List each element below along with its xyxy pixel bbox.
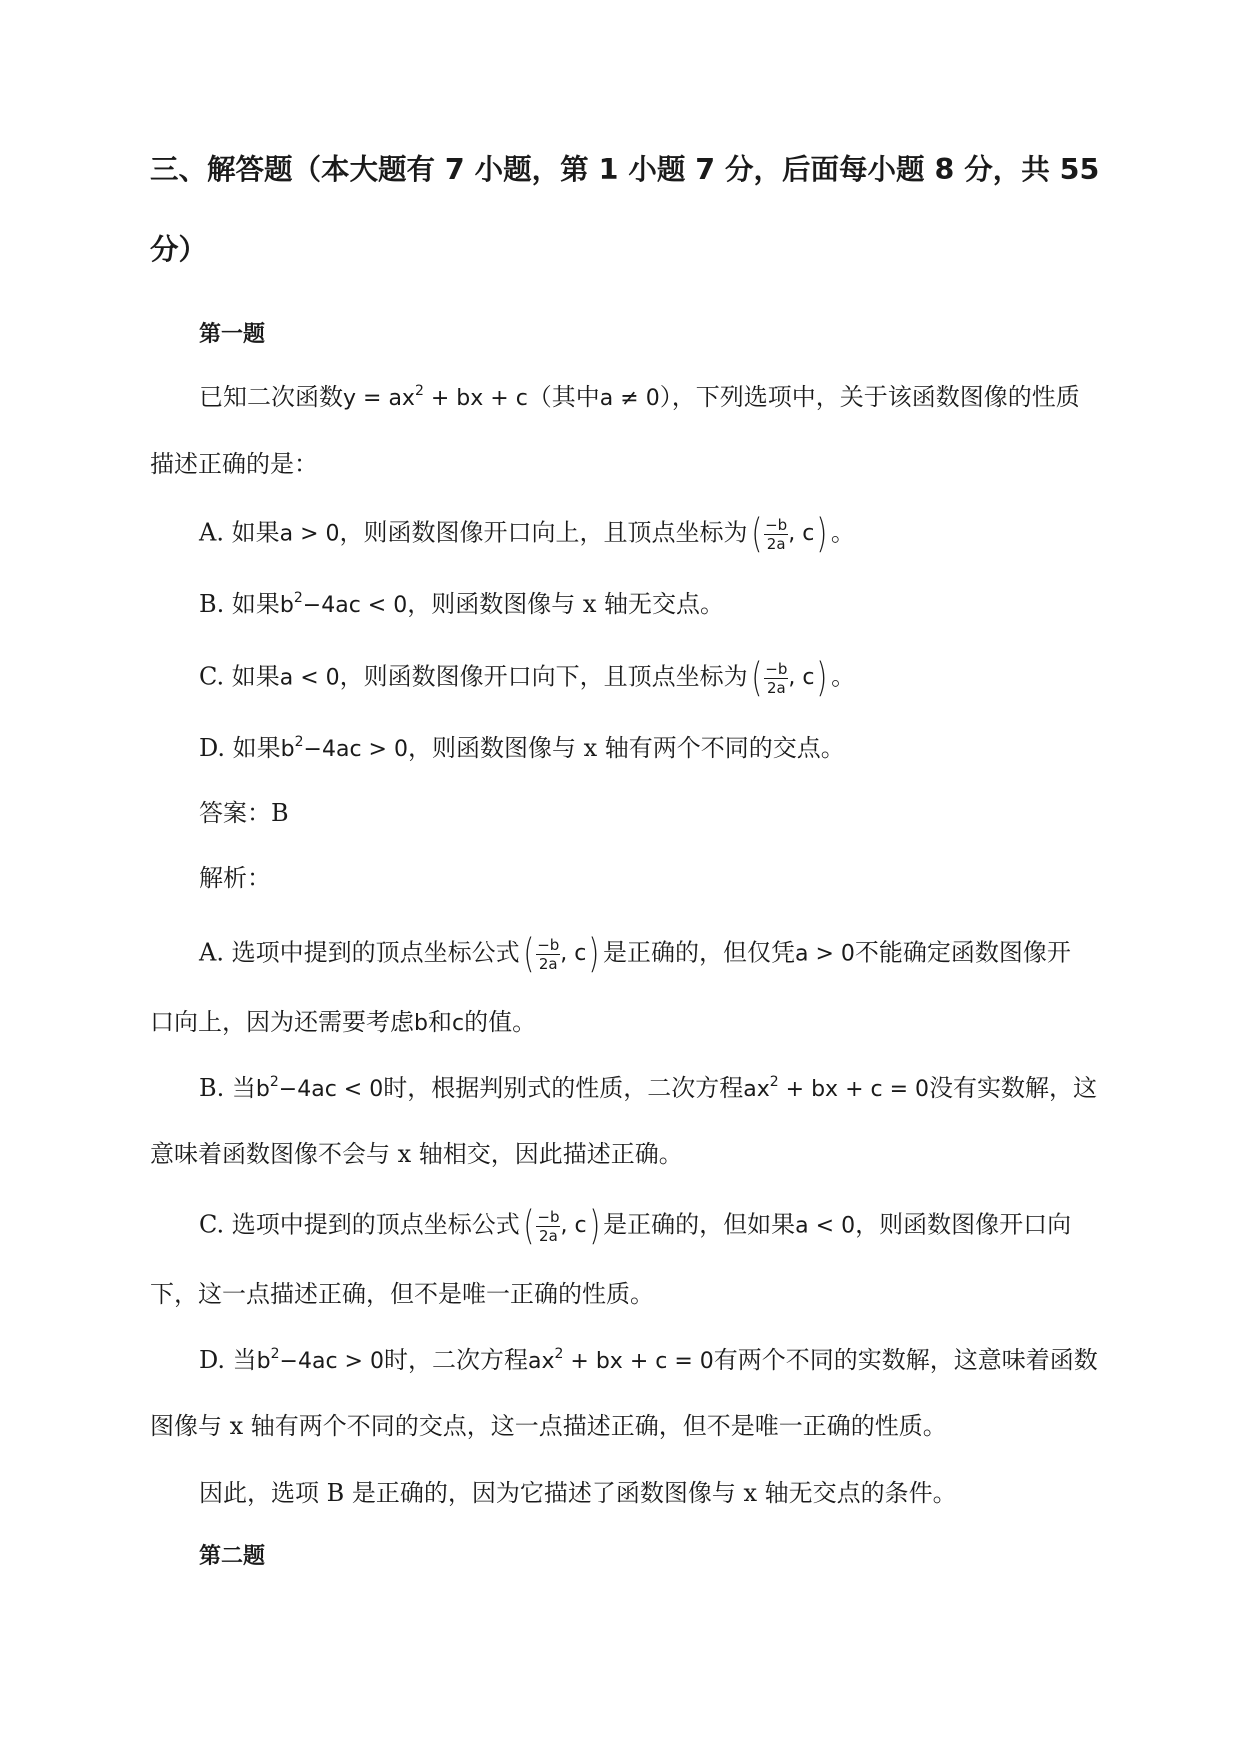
vertex-formula: ( $\frac{-b}{2a}$ , c) bbox=[750, 511, 828, 557]
analysis-c-line2: 下，这一点描述正确，但不是唯一正确的性质。 bbox=[150, 1280, 654, 1308]
equation: $y = ax^2$ + bx + c bbox=[343, 383, 528, 411]
vertex-formula: ( $\frac{-b}{2a}$ , c) bbox=[751, 655, 828, 701]
vertex-formula: ( $\frac{-b}{2a}$ , c) bbox=[522, 931, 600, 977]
conclusion: 因此，选项 B 是正确的，因为它描述了函数图像与 x 轴无交点的条件。 bbox=[199, 1479, 957, 1507]
option-c: C. 如果a < 0，则函数图像开口向下，且顶点坐标为( $\frac{-b}{2a}$ , c) 。 bbox=[199, 655, 856, 701]
option-a: A. 如果a > 0，则函数图像开口向上，且顶点坐标为( $\frac{-b}{2a}$ , c) 。 bbox=[199, 511, 855, 557]
question-1-stem-line2: 描述正确的是： bbox=[150, 450, 318, 478]
section-title-line1: 三、解答题（本大题有 7 小题，第 1 小题 7 分，后面每小题 8 分，共 55 bbox=[150, 153, 1100, 186]
question-1-stem-line1 bbox=[199, 381, 1080, 415]
analysis-b-line1: B. 当$b^2-4ac < 0$时，根据判别式的性质，二次方程$ax^2$ + bx + c = 0没有实数解，这 bbox=[199, 1074, 1098, 1102]
analysis-d-line1: D. 当$b^2-4ac > 0$时，二次方程$ax^2$ + bx + c = 0有两个不同的实数解，这意味着函数 bbox=[199, 1346, 1098, 1374]
analysis-label: 解析： bbox=[199, 864, 271, 892]
text: ），下列选项中，关于该函数图像的性质 bbox=[659, 383, 1080, 411]
section-title-line2: 分） bbox=[150, 233, 208, 266]
vertex-formula: ( $\frac{-b}{2a}$ , c) bbox=[523, 1203, 600, 1249]
analysis-d-line2: 图像与 x 轴有两个不同的交点，这一点描述正确，但不是唯一正确的性质。 bbox=[150, 1412, 947, 1440]
question-1-heading: 第一题 bbox=[199, 322, 266, 347]
question-2-heading: 第二题 bbox=[199, 1544, 266, 1569]
option-b: B. 如果$b^2-4ac < 0$，则函数图像与 x 轴无交点。 bbox=[199, 590, 725, 618]
text: （其中 bbox=[527, 383, 600, 411]
analysis-a-line2: 口向上，因为还需要考虑b和c的值。 bbox=[150, 1008, 537, 1036]
answer: 答案：B bbox=[199, 799, 289, 827]
analysis-b-line2: 意味着函数图像不会与 x 轴相交，因此描述正确。 bbox=[150, 1140, 683, 1168]
text: 已知二次函数 bbox=[199, 383, 343, 411]
analysis-a-line1: A. 选项中提到的顶点坐标公式( $\frac{-b}{2a}$ , c) 是正确的，但仅凭a > 0不能确定函数图像开 bbox=[199, 931, 1071, 977]
condition: a ≠ 0 bbox=[599, 386, 660, 411]
analysis-c-line1: C. 选项中提到的顶点坐标公式( $\frac{-b}{2a}$ , c) 是正确的，但如果a < 0，则函数图像开口向 bbox=[199, 1203, 1072, 1249]
option-d: D. 如果$b^2-4ac > 0$，则函数图像与 x 轴有两个不同的交点。 bbox=[199, 734, 845, 762]
